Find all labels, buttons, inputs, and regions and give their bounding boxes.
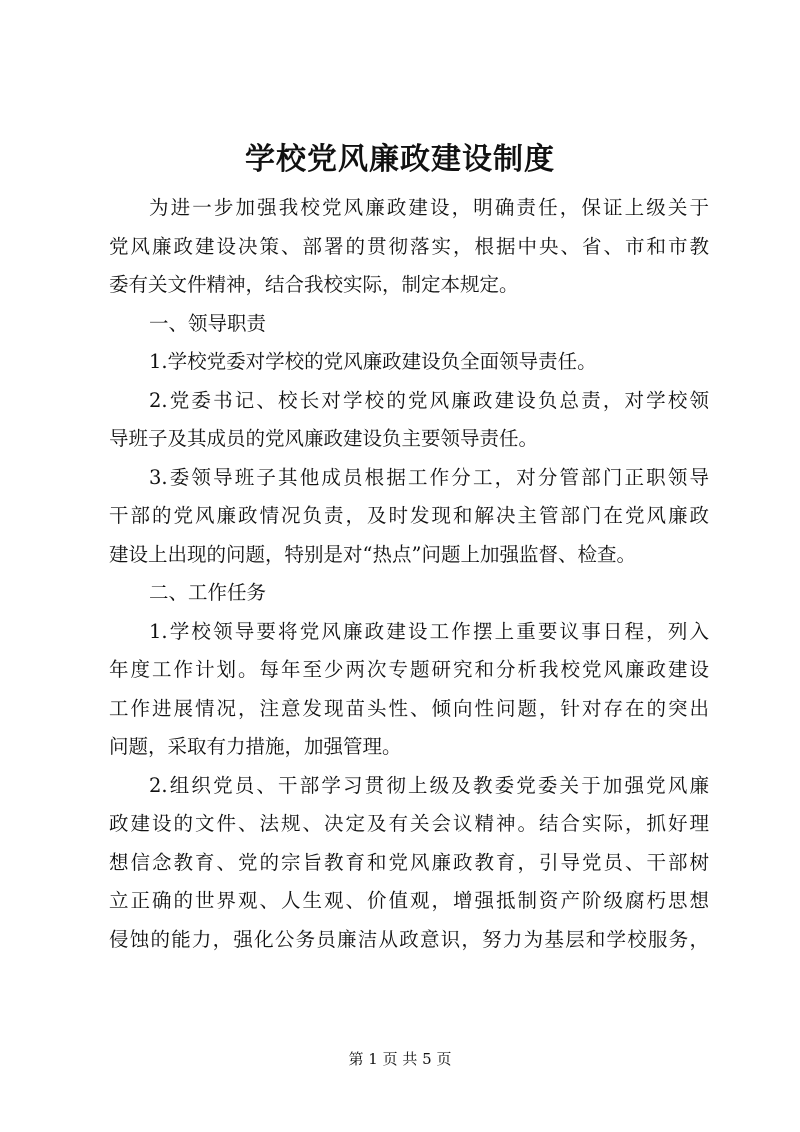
body-line: 2.党委书记、校长对学校的党风廉政建设负总责，对学校领 bbox=[149, 388, 709, 412]
body-line: 立正确的世界观、人生观、价值观，增强抵制资产阶级腐朽思想 bbox=[109, 889, 709, 912]
body-line: 问题，采取有力措施，加强管理。 bbox=[109, 735, 402, 758]
body-line: 一、领导职责 bbox=[149, 311, 267, 335]
page-footer: 第 1 页 共 5 页 bbox=[348, 1050, 452, 1068]
body-line: 年度工作计划。每年至少两次专题研究和分析我校党风廉政建设 bbox=[109, 658, 709, 681]
body-line: 侵蚀的能力，强化公务员廉洁从政意识，努力为基层和学校服务， bbox=[109, 927, 709, 951]
document-title: 学校党风廉政建设制度 bbox=[245, 142, 555, 177]
body-line: 为进一步加强我校党风廉政建设，明确责任，保证上级关于 bbox=[149, 196, 709, 219]
body-line: 党风廉政建设决策、部署的贯彻落实，根据中央、省、市和市教 bbox=[109, 234, 709, 258]
body-line: 建设上出现的问题，特别是对“热点”问题上加强监督、检查。 bbox=[109, 542, 636, 566]
body-line: 1.学校党委对学校的党风廉政建设负全面领导责任。 bbox=[149, 350, 597, 373]
body-line: 2.组织党员、干部学习贯彻上级及教委党委关于加强党风廉 bbox=[149, 773, 709, 797]
body-line: 想信念教育、党的宗旨教育和党风廉政教育，引导党员、干部树 bbox=[109, 850, 709, 874]
body-line: 工作进展情况，注意发现苗头性、倾向性问题，针对存在的突出 bbox=[109, 696, 709, 720]
body-line: 政建设的文件、法规、决定及有关会议精神。结合实际，抓好理 bbox=[109, 812, 709, 835]
body-line: 委有关文件精神，结合我校实际，制定本规定。 bbox=[109, 273, 519, 296]
body-line: 二、工作任务 bbox=[149, 581, 267, 604]
document-body bbox=[109, 189, 709, 959]
body-line: 1.学校领导要将党风廉政建设工作摆上重要议事日程，列入 bbox=[149, 619, 709, 643]
body-line: 干部的党风廉政情况负责，及时发现和解决主管部门在党风廉政 bbox=[109, 504, 709, 527]
body-line: 3.委领导班子其他成员根据工作分工，对分管部门正职领导 bbox=[149, 465, 709, 489]
body-line: 导班子及其成员的党风廉政建设负主要领导责任。 bbox=[109, 427, 539, 450]
